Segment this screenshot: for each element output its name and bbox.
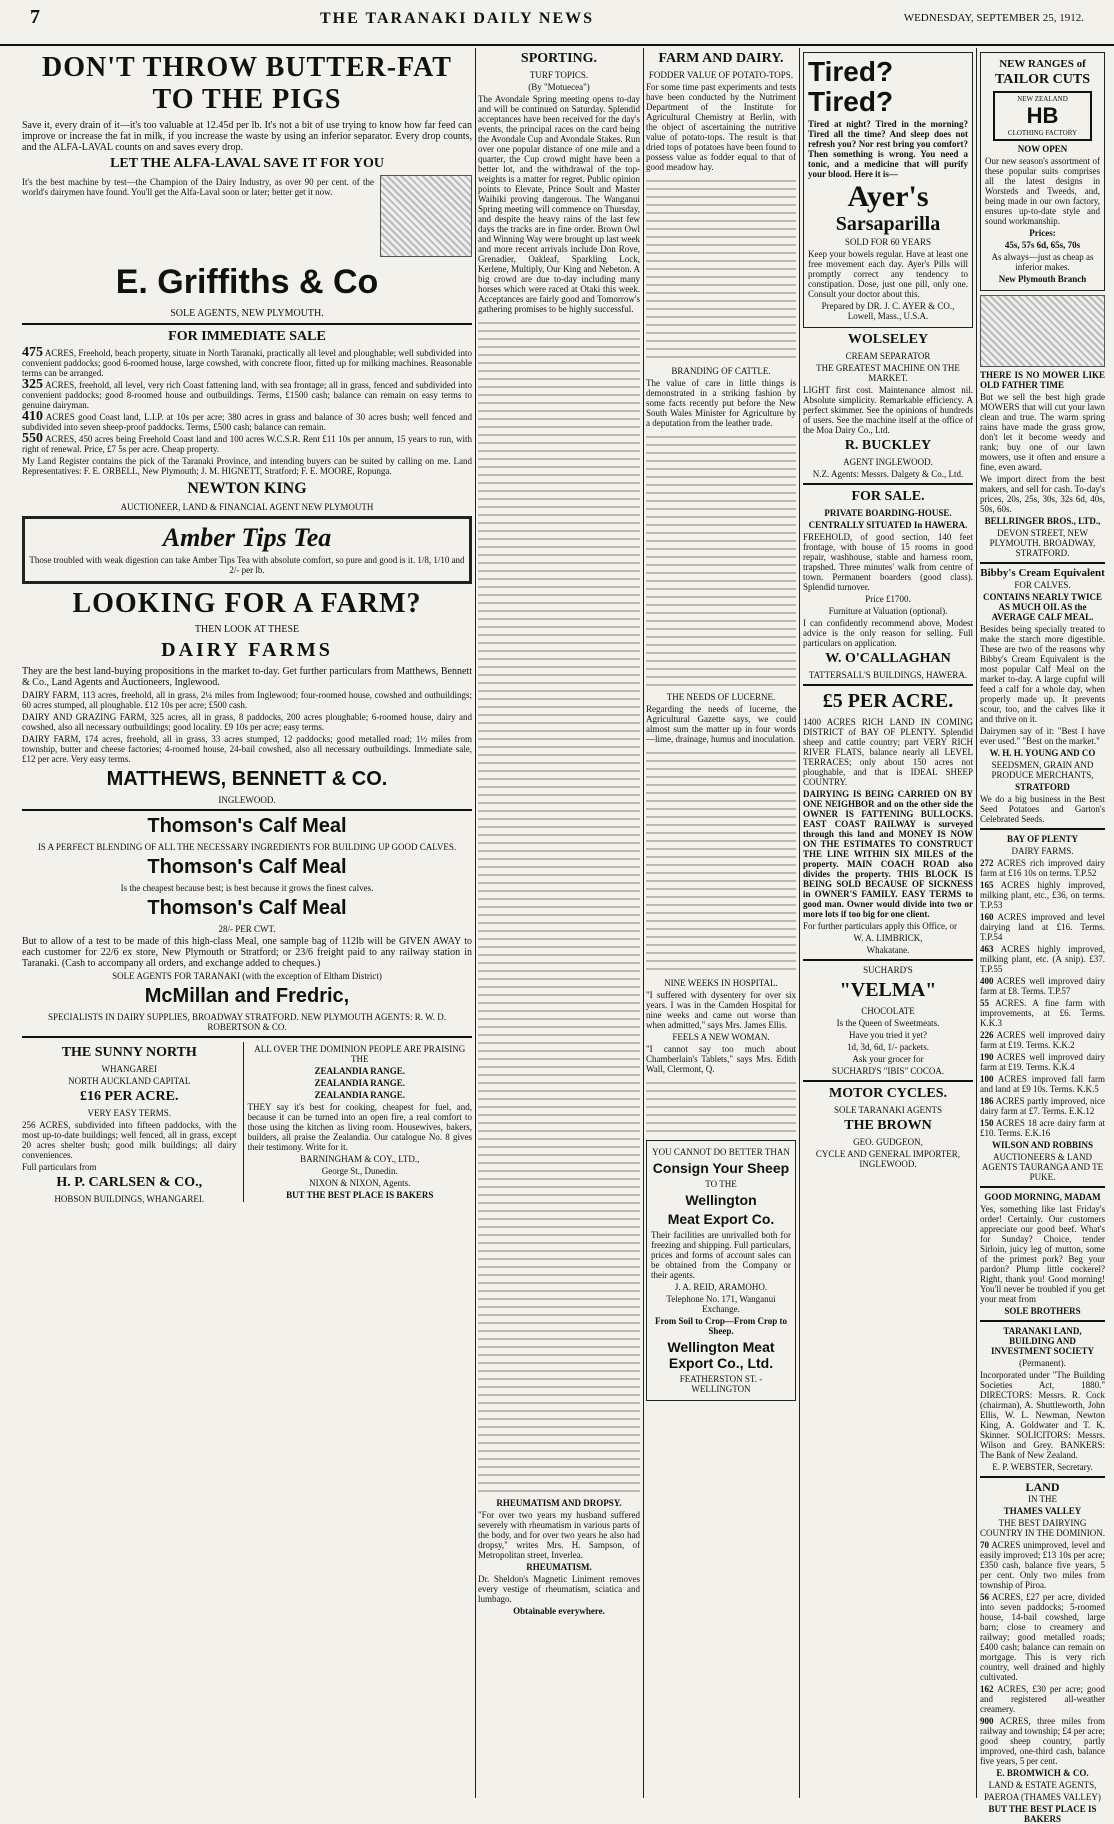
plenty-agent: W. A. LIMBRICK, xyxy=(853,933,923,943)
ayer-body: Tired at night? Tired in the morning? Tired all the time? And sleep does not refresh you? Nor rest bring you comfort? Then something is wrong. You need a tonic, and a medicine that will purify your blood. Here it is— xyxy=(808,119,968,179)
board-agent: W. O'CALLAGHAN xyxy=(825,651,951,666)
velma-sub: CHOCOLATE xyxy=(861,1006,915,1016)
sunny-terms: VERY EASY TERMS. xyxy=(87,1108,171,1118)
article-continued xyxy=(646,430,796,690)
bibby-title: Bibby's Cream Equivalent xyxy=(980,567,1105,579)
section-heading: FARM AND DAIRY. xyxy=(658,51,784,66)
sunny-firm: H. P. CARLSEN & CO., xyxy=(56,1175,203,1190)
ayers-ad xyxy=(803,52,973,328)
zealandia-addr: George St., Dunedin. xyxy=(321,1166,398,1176)
tailor-body2: As always—just as cheap as inferior makes. xyxy=(991,252,1094,272)
wolseley-name: WOLSELEY xyxy=(847,332,929,347)
ad-body: Save it, every drain of it—it's too valuable at 12.45d per lb. It's not a bit of use trying to know how far feed can improve or increase the fat in milk, if you increase the waste by using an inferior separator. Every drop counts, and the ALFA-LAVAL counts on and saves every drop. xyxy=(22,120,472,153)
article-tail: Obtainable everywhere. xyxy=(513,1606,605,1616)
ad-addr: FEATHERSTON ST. - WELLINGTON xyxy=(679,1374,763,1394)
zealandia-range: ZEALANDIA RANGE. xyxy=(314,1090,406,1100)
column-1 xyxy=(22,48,472,1798)
velma-price: 1d, 3d, 6d, 1/- packets. xyxy=(847,1042,929,1052)
agent-sub: AUCTIONEER, LAND & FINANCIAL AGENT NEW PLYMOUTH xyxy=(120,502,374,512)
sunny-sub: WHANGAREI xyxy=(101,1064,157,1074)
sale-footer: My Land Register contains the pick of the Taranaki Province, and intending buyers can be suited by calling on me. Land Representatives: F. E. ORBELL, New Plymouth; J. M. HIGNETT, Stratford; F. E. MOORE, Ropunga. xyxy=(22,456,472,476)
mower-body: But we sell the best high grade MOWERS that will cut your lawn clean and true. The warm spring rains have made the grass grow, don't let it become weedy and rank; buy one of our lawn mowers, use it often and ensure a fine, even award. xyxy=(980,392,1105,472)
wolseley-agent-sub: AGENT INGLEWOOD. xyxy=(843,457,933,467)
bop-item: 100 ACRES improved fall farm and land at £9 10s. Terms. K.K.5 xyxy=(980,1074,1105,1094)
building-society-ad xyxy=(980,1326,1105,1472)
tailor-now: NOW OPEN xyxy=(1017,144,1068,154)
society-body: Incorporated under "The Building Societies Act, 1880." DIRECTORS: Messrs. R. Cock (chairman), A. Shuttleworth, John Ellis, W. L. Newman, Newton King, A. Goldwater and T. K. Skinner. SOLICITORS: Messrs. Wilson and Grey. BANKERS: The Bank of New Zealand. xyxy=(980,1370,1105,1460)
firm-agents: SOLE AGENTS, NEW PLYMOUTH. xyxy=(170,308,324,319)
section-sub: BRANDING OF CATTLE. xyxy=(671,366,771,376)
article-body: Dr. Sheldon's Magnetic Liniment removes every vestige of rheumatism, sciatica and lumbago. xyxy=(478,1574,640,1604)
ayer-name: Ayer's xyxy=(847,180,929,213)
velma-ad xyxy=(803,965,973,1076)
thames-head: LAND xyxy=(1025,1480,1060,1494)
board-body: FREEHOLD, of good section, 140 feet frontage, with house of 15 rooms in good repair, washhouse, stable and harness room, trapshed. Three minutes' walk from centre of town. Permanent boarders (good class). Splendid turnover. xyxy=(803,532,973,592)
article-continued xyxy=(646,1076,796,1136)
column-rule xyxy=(475,48,476,1798)
boarding-house-ad xyxy=(803,489,973,680)
sale-item: 550 ACRES, 450 acres being Freehold Coast land and 100 acres W.C.S.R. Rent £11 10s per annum, 15 years to run, with right of renewal. Price, £7 5s per acre. Cheap property. xyxy=(22,431,472,454)
farm-intro: They are the best land-buying propositions in the market to-day. Get further particulars from Matthews, Bennett & Co., Land Agents and Auctioneers, Inglewood. xyxy=(22,666,472,688)
mower-addr: DEVON STREET, NEW PLYMOUTH. BROADWAY, STRATFORD. xyxy=(989,528,1096,558)
bay-plenty-land-ad xyxy=(803,690,973,955)
bop-item: 150 ACRES 18 acre dairy farm at £10. Terms. E.K.16 xyxy=(980,1118,1105,1138)
wolseley-ad xyxy=(803,332,973,479)
board-rec: I can confidently recommend above, Modest advice is the only reason for selling. Full particulars on application. xyxy=(803,618,973,648)
morning-head: GOOD MORNING, MADAM xyxy=(984,1192,1101,1202)
sunny-sub: NORTH AUCKLAND CAPITAL xyxy=(68,1076,191,1086)
farm-ad xyxy=(22,588,472,805)
ayer-body: Keep your bowels regular. Have at least one free movement each day. Ayer's Pills will promptly correct any tendency to constipation. Dose, just one pill, only one. Consult your doctor about this. xyxy=(808,249,968,299)
mower-head: THERE IS NO MOWER LIKE OLD FATHER TIME xyxy=(980,370,1105,390)
thomson-sub: IS A PERFECT BLENDING OF ALL THE NECESSARY INGREDIENTS FOR BUILDING UP GOOD CALVES. xyxy=(37,842,457,852)
bibby-tag: CONTAINS NEARLY TWICE AS MUCH OIL AS the AVERAGE CALF MEAL. xyxy=(982,592,1103,622)
wolseley-sub: CREAM SEPARATOR xyxy=(845,351,931,361)
farm-place: INGLEWOOD. xyxy=(218,795,276,805)
firm-name: E. Griffiths & Co xyxy=(115,263,379,301)
bop-item: 160 ACRES improved and level dairying land at £16. Terms. T.P.54 xyxy=(980,912,1105,942)
newton-king-ad xyxy=(22,329,472,512)
motor-heading: MOTOR CYCLES. xyxy=(829,1086,947,1101)
plenty-more: For further particulars apply this Office, or xyxy=(803,921,958,931)
tailor-branch: New Plymouth Branch xyxy=(998,274,1087,284)
thames-tail: BUT THE BEST PLACE IS BAKERS xyxy=(988,1804,1097,1824)
section-sub: RHEUMATISM. xyxy=(526,1562,592,1572)
ayer-tired: Tired? xyxy=(808,56,894,87)
article-body: The Avondale Spring meeting opens to-day and will be continued on Saturday. Splendid acceptances have been received for the day's events, the principal races on the card being the Avondale Cup and Avondale Stakes. Run over one popular distance of one mile and a quarter, the Cup crowd might have been a better lot, and the withdrawal of the top-weights is a matter for regret. Public opinion points to Elevate, Prince Soult and Master Waihiki proving dangerous. The Wanganui Spring meeting will commence on Thursday, and despite the heavy rains of the last few days the tracks are in fine order. Brown Owl and Winning Way were brought up last week and more recent arrivals include Don Rove, Grenadier, Oakleaf, Sparkling Lock, Kerlene, Multiply, Our King and Nebeton. A big crowd are due to-day including many horses which were raced at Otaki this week. Acceptances are fairly good and Tomorrow's gathering promises to be highly successful. xyxy=(478,94,640,314)
zealandia-range: ZEALANDIA RANGE. xyxy=(314,1066,406,1076)
ayer-sold: SOLD FOR 60 YEARS xyxy=(845,237,931,247)
article-body: Regarding the needs of lucerne, the Agricultural Gazette says, we could almost sum the matter up in four words—lime, drainage, humus and inoculation. xyxy=(646,704,796,744)
ad-title: Consign Your Sheep xyxy=(652,1160,790,1176)
thames-item: 70 ACRES unimproved, level and easily improved; £13 10s per acre; £350 cash, balance five years, 5 per cent. Only two miles from township of Piroa. xyxy=(980,1540,1105,1590)
motor-agent-sub: CYCLE AND GENERAL IMPORTER, INGLEWOOD. xyxy=(815,1149,961,1169)
motor-brand: THE BROWN xyxy=(844,1118,932,1133)
ad-sub: TO THE xyxy=(705,1179,737,1189)
ayer-tired: Tired? xyxy=(808,86,894,117)
amber-logo: Amber Tips Tea xyxy=(162,523,332,552)
column-rule xyxy=(799,48,800,1798)
sale-item: 410 ACRES good Coast land, L.I.P. at 10s per acre; 380 acres in grass and balance of 30 acres bush; well fenced and subdivided into seven sheep-proof paddocks. Terms, £500 cash; balance can remain. xyxy=(22,409,472,432)
sunny-body: 256 ACRES, subdivided into fifteen paddocks, with the most up-to-date buildings; well fenced, all in grass, except 20 acres shelter bush; good milk buildings; all dairy conveniences. xyxy=(22,1120,237,1160)
mower-ad xyxy=(980,295,1105,558)
section-sub: RHEUMATISM AND DROPSY. xyxy=(496,1498,622,1508)
thomson-title: Thomson's Calf Meal xyxy=(147,856,347,878)
section-sub: THE NEEDS OF LUCERNE. xyxy=(666,692,776,702)
ad-slogan: LET THE ALFA-LAVAL SAVE IT FOR YOU xyxy=(110,156,384,171)
tailor-prices-label: Prices: xyxy=(1029,228,1056,238)
thomson-agents: SOLE AGENTS FOR TARANAKI (with the exception of Eltham District) xyxy=(112,971,382,981)
thomson-firm: McMillan and Fredric, xyxy=(144,985,350,1007)
article-body: For some time past experiments and tests have been conducted by the Nutriment Department of the Institute for Agricultural Chemistry at Berlin, with the object of ascertaining the nutritive value of potato-tops. The result is that dried tops of potatoes have been found to possess value as fodder equal to that of good meadow hay. xyxy=(646,82,796,172)
farm-title: DAIRY FARMS xyxy=(161,639,333,661)
farm-sub: THEN LOOK AT THESE xyxy=(194,624,300,635)
zealandia-ad xyxy=(243,1042,472,1202)
society-secretary: E. P. WEBSTER, Secretary. xyxy=(992,1462,1093,1472)
ad-firm: Wellington Meat Export Co., Ltd. xyxy=(667,1339,775,1371)
section-sub: FEELS A NEW WOMAN. xyxy=(672,1032,770,1042)
wolseley-nz: N.Z. Agents: Messrs. Dalgety & Co., Ltd. xyxy=(812,469,964,479)
bibby-body: Besides being specially treated to make the starch more digestible. These are two of the reasons why Bibby's Cream Equivalent is the most popular Calf Meal on the market to-day. A large cupful will feed a calf for a whole day, when properly made up. It prevents scour, too, and the calves like it and thrive on it. xyxy=(980,624,1105,724)
section-sub: NINE WEEKS IN HOSPITAL. xyxy=(664,978,778,988)
board-heading: FOR SALE. xyxy=(851,489,925,504)
bop-item: 272 ACRES rich improved dairy farm at £16 10s on terms. T.P.52 xyxy=(980,858,1105,878)
wolseley-body: LIGHT first cost. Maintenance almost nil. Absolute simplicity. Remarkable efficiency. A perfect skimmer. See the opinions of hundreds of users. See the machine itself at the office of the Moa Dairy Co., Ltd. xyxy=(803,385,973,435)
agent-name: NEWTON KING xyxy=(187,480,307,497)
velma-firm: SUCHARD'S xyxy=(863,965,913,975)
society-head: TARANAKI LAND, BUILDING AND INVESTMENT SOCIETY xyxy=(990,1326,1095,1356)
velma-ask: Ask your grocer for xyxy=(852,1054,924,1064)
page-number: 7 xyxy=(30,6,40,28)
bop-item: 463 ACRES highly improved, milking plant, etc. (A snip). £37. T.P.55 xyxy=(980,944,1105,974)
sale-item: 475 ACRES, Freehold, beach property, situate in North Taranaki, practically all level and ploughable; well subdivided into convenient paddocks; good 6-roomed house, large cowshed, with concrete floor, fitted up for milking machines. Reasonable terms can be arranged. xyxy=(22,345,472,378)
velma-cocoa: SUCHARD'S "IBIS" COCOA. xyxy=(831,1066,945,1076)
bop-title: BAY OF PLENTY xyxy=(1006,834,1078,844)
velma-tag: Is the Queen of Sweetmeats. xyxy=(836,1018,940,1028)
board-agent-sub: TATTERSALL'S BUILDINGS, HAWERA. xyxy=(808,670,968,680)
article-body: The value of care in little things is demonstrated in a striking fashion by some facts recently put before the New South Wales Minister for Agriculture by a deputation from the leather trade. xyxy=(646,378,796,428)
farm-item: DAIRY AND GRAZING FARM, 325 acres, all in grass, 8 paddocks, 200 acres ploughable; 6-roomed house, dairy and cowshed, also all necessary outbuildings; good locality. £9 10s per acre; easy terms. xyxy=(22,712,472,732)
board-sub: PRIVATE BOARDING-HOUSE. xyxy=(824,508,952,518)
bop-farms-ad xyxy=(980,834,1105,1182)
article-body: "For over two years my husband suffered severely with rheumatism in various parts of the body, and for over two years he also had dropsy," writes Mrs. H. Sampson, of Metropolitan street, Inverlea. xyxy=(478,1510,640,1560)
sunny-place: HOBSON BUILDINGS, WHANGAREI. xyxy=(54,1194,205,1204)
sunny-price: £16 PER ACRE. xyxy=(80,1089,179,1104)
plenty-place: Whakatane. xyxy=(866,945,910,955)
thomson-body: But to allow of a test to be made of this high-class Meal, one sample bag of 112lb will be GIVEN AWAY to each customer for 22/6 ex store, New Plymouth or Stratford; or 23/6 freight paid to any railway station in Taranaki. (Cash to accompany all orders, and exchange added to cheques.) xyxy=(22,936,472,969)
morning-body: Yes, something like last Friday's order! Certainly. Our customers appreciate our good beef. What's for Sunday? Choice, tender Sirloin, juicy leg of mutton, some of the primest pork? Beg your pardon? Plump little cockerel? Right, thank you! Good morning! You'll never be troubled if you get your meat from xyxy=(980,1204,1105,1304)
wolseley-tag: THE GREATEST MACHINE ON THE MARKET. xyxy=(816,363,960,383)
section-heading: SPORTING. xyxy=(520,51,598,66)
ad-tel: Telephone No. 171, Wanganui Exchange. xyxy=(666,1294,776,1314)
motor-cycles-ad xyxy=(803,1086,973,1169)
motor-agent: GEO. GUDGEON, xyxy=(853,1137,923,1147)
article-body: "I cannot say too much about Chamberlain's Tablets," says Mrs. Edith Wall, Clermont, Q. xyxy=(646,1044,796,1074)
thames-item: 162 ACRES, £30 per acre; good and registered all-weather creamery. xyxy=(980,1684,1105,1714)
bibby-firm: W. H. H. YOUNG AND CO xyxy=(989,748,1096,758)
ad-blurb: It's the best machine by test—the Champion of the Dairy Industry, as over 90 per cent. of the world's dairymen have found. You'll get the Alfa-Laval soon or later; better get it now. xyxy=(22,177,374,197)
thames-valley-ad xyxy=(980,1482,1105,1824)
thames-firm-sub: LAND & ESTATE AGENTS, xyxy=(988,1780,1097,1790)
bibby-sub: FOR CALVES. xyxy=(1014,580,1071,590)
thomson-title: Thomson's Calf Meal xyxy=(147,815,347,837)
board-furniture: Furniture at Valuation (optional). xyxy=(828,606,948,616)
bop-item: 190 ACRES well improved dairy farm at £19. Terms. K.K.4 xyxy=(980,1052,1105,1072)
amber-tips-ad xyxy=(22,516,472,584)
bop-item: 165 ACRES highly improved, milking plant, etc., £36, on terms. T.P.53 xyxy=(980,880,1105,910)
mower-firm: BELLRINGER BROS., LTD., xyxy=(984,516,1101,526)
column-5 xyxy=(980,48,1105,1824)
ayer-name: Sarsaparilla xyxy=(835,213,941,235)
farm-headline: LOOKING FOR A FARM? xyxy=(72,588,422,619)
zealandia-tail: BUT THE BEST PLACE IS BAKERS xyxy=(286,1190,434,1200)
thomson-title: Thomson's Calf Meal xyxy=(147,897,347,919)
article-continued xyxy=(646,174,796,364)
issue-date: WEDNESDAY, SEPTEMBER 25, 1912. xyxy=(903,12,1084,24)
wolseley-agent: R. BUCKLEY xyxy=(844,438,932,453)
ad-crop: From Soil to Crop—From Crop to Sheep. xyxy=(654,1316,788,1336)
newspaper-title: THE TARANAKI DAILY NEWS xyxy=(320,10,595,27)
sunny-title: THE SUNNY NORTH xyxy=(61,1045,197,1060)
tailor-body: Our new season's assortment of these popular suits comprises all the latest designs in Worsteds and Tweeds, and, being made in our own factory, ensures up-to-date style and sound workmanship. xyxy=(985,156,1100,226)
separator-illustration-icon xyxy=(380,175,472,257)
mower-body: We import direct from the best makers, and sell for cash. To-day's prices, 20s, 25s, 30s, 32s 6d, 40s, 50s, 60s. xyxy=(980,474,1105,514)
zealandia-firm: BARNINGHAM & COY., LTD., xyxy=(300,1154,420,1164)
section-sub: TURF TOPICS. xyxy=(529,70,589,80)
sale-item: 325 ACRES, freehold, all level, very rich Coast fattening land, with sea frontage; all in grass, fenced and subdivided into convenient paddocks; good 8-roomed house and outbuildings. Terms, £1500 cash; balance can remain on easy terms to genuine dairyman. xyxy=(22,377,473,410)
mower-illustration-icon xyxy=(980,295,1105,367)
ad-firm: Wellington xyxy=(685,1192,757,1208)
bibby-tail: We do a big business in the Best Seed Potatoes and Garton's Celebrated Seeds. xyxy=(980,794,1105,824)
tailor-prices: 45s, 57s 6d, 65s, 70s xyxy=(1004,240,1081,250)
zealandia-head: ALL OVER THE DOMINION PEOPLE ARE PRAISING THE xyxy=(254,1044,466,1064)
sunny-agent: Full particulars from xyxy=(22,1162,97,1172)
morning-firm: SOLE BROTHERS xyxy=(1004,1306,1081,1316)
plenty-price: £5 PER ACRE. xyxy=(822,690,954,712)
thames-firm: E. BROMWICH & CO. xyxy=(996,1768,1089,1778)
ayer-prep: Prepared by DR. J. C. AYER & CO., Lowell, Mass., U.S.A. xyxy=(821,301,955,321)
bop-firm-sub: AUCTIONEERS & LAND AGENTS TAURANGA AND TE PUKE. xyxy=(981,1152,1104,1182)
thames-title: THAMES VALLEY xyxy=(1003,1506,1082,1516)
velma-q: Have you tried it yet? xyxy=(849,1030,927,1040)
thames-item: 900 ACRES, three miles from railway and township; £4 per acre; good sheep country, partly improved, one-third cash, balance five years, 5 per cent. xyxy=(980,1716,1105,1766)
bop-item: 55 ACRES. A fine farm with improvements, at £6. Terms. K.K.3 xyxy=(980,998,1105,1028)
amber-body: Those troubled with weak digestion can take Amber Tips Tea with absolute comfort, so pure and good is it. 1/8, 1/10 and 2/- per lb. xyxy=(29,555,465,575)
column-rule xyxy=(643,48,644,1798)
ad-firm: Meat Export Co. xyxy=(667,1211,775,1227)
article-continued xyxy=(646,746,796,976)
griffiths-ad xyxy=(22,52,472,319)
sale-heading: FOR IMMEDIATE SALE xyxy=(168,329,326,344)
sunny-north-ad xyxy=(22,1042,237,1206)
zealandia-range: ZEALANDIA RANGE. xyxy=(314,1078,406,1088)
bop-firm: WILSON AND ROBBINS xyxy=(991,1140,1094,1150)
thames-tag: THE BEST DAIRYING COUNTRY IN THE DOMINION. xyxy=(980,1518,1105,1538)
thames-item: 56 ACRES, £27 per acre, divided into seven paddocks; 5-roomed house, 14-bail cowshed, large barn; close to creamery and railway; good metalled roads; £400 cash; balance can remain on mortgage. This is very rich country, well drained and highly cultivated. xyxy=(980,1592,1105,1682)
bibby-ad xyxy=(980,568,1105,824)
thomson-price: 28/- PER CWT. xyxy=(218,924,276,934)
wellington-meat-ad xyxy=(646,1140,796,1401)
column-rule xyxy=(976,48,977,1798)
column-2 xyxy=(478,48,640,1798)
hb-logo: NEW ZEALAND HB CLOTHING FACTORY xyxy=(993,91,1092,141)
tailor-title: TAILOR CUTS xyxy=(994,72,1091,87)
bop-item: 400 ACRES well improved dairy farm at £8. Terms. T.P.57 xyxy=(980,976,1105,996)
byline: (By "Motuecea") xyxy=(528,82,590,92)
tailor-head: NEW RANGES of xyxy=(999,58,1086,70)
ad-body: Their facilities are unrivalled both for freezing and shipping. Full particulars, prices and forms of account sales can be obtained from the Company or their agents. xyxy=(651,1230,791,1280)
zealandia-body: THEY say it's best for cooking, cheapest for fuel, and, because it can be turned into an open fire, a real comfort to those using the kitchen as living room. Housewives, bakers, builders, all praise the Zealandia. Our catalogue No. 8 gives their testimony. Write for it. xyxy=(247,1102,472,1152)
zealandia-agent: NIXON & NIXON, Agents. xyxy=(309,1178,411,1188)
board-sub: CENTRALLY SITUATED In HAWERA. xyxy=(808,520,968,530)
article-continued xyxy=(478,316,640,1496)
bop-item: 186 ACRES partly improved, nice dairy farm at £7. Terms. E.K.12 xyxy=(980,1096,1105,1116)
board-price: Price £1700. xyxy=(865,594,911,604)
bop-item: 226 ACRES well improved dairy farm at £19. Terms. K.K.2 xyxy=(980,1030,1105,1050)
article-body: "I suffered with dysentery for over six years. I was in the Camden Hospital for nine weeks and came out worse than when admitted," says Mrs. James Ellis. xyxy=(646,990,796,1030)
farm-item: DAIRY FARM, 113 acres, freehold, all in grass, 2¼ miles from Inglewood; four-roomed house, cowshed and outbuildings; 60 acres stumped, all ploughable. £12 10s per acre; £500 cash. xyxy=(22,690,472,710)
masthead xyxy=(0,0,1114,46)
thomson-sub: Is the cheapest because best; is best because it grows the finest calves. xyxy=(120,883,374,893)
bop-sub: DAIRY FARMS. xyxy=(1011,846,1074,856)
plenty-body: DAIRYING IS BEING CARRIED ON BY ONE NEIGHBOR and on the other side the OWNER IS FATTENING BULLOCKS. EAST COAST RAILWAY is surveyed through this land and MONEY IS NOW ON THE ESTIMATES TO CONSTRUCT THE LINE WITHIN SIX MILES of the property. MAIN COACH ROAD also divides the property. THIS BLOCK IS BEING SOLD BECAUSE OF SICKNESS in OWNER'S FAMILY. EASY TERMS to good man. Owner would divide into two or more lots if too big for one client. xyxy=(803,789,973,919)
thames-sub: IN THE xyxy=(1027,1494,1058,1504)
thames-place: PAEROA (THAMES VALLEY) xyxy=(984,1792,1101,1802)
bibby-quote: Dairymen say of it: "Best I have ever used." "Best on the market." xyxy=(980,726,1105,746)
farm-firm: MATTHEWS, BENNETT & CO. xyxy=(106,768,388,790)
column-4 xyxy=(803,48,973,1798)
good-morning-ad xyxy=(980,1192,1105,1316)
section-sub: FODDER VALUE OF POTATO-TOPS. xyxy=(648,70,794,80)
bibby-firm-sub: SEEDSMEN, GRAIN AND PRODUCE MERCHANTS, xyxy=(991,760,1094,780)
ad-head: YOU CANNOT DO BETTER THAN xyxy=(652,1147,790,1157)
ad-headline: DON'T THROW BUTTER-FAT TO THE PIGS xyxy=(42,52,452,115)
farm-item: DAIRY FARM, 174 acres, freehold, all in grass, 33 acres stumped, 12 paddocks; good metalled road; 1½ miles from township, butter and cheese factories; 4-roomed house, 24-bail cowshed, also all necessary outbuildings. Immediate sale, £12 per acre. Very easy terms. xyxy=(22,734,472,764)
society-sub: (Permanent). xyxy=(1019,1358,1066,1368)
bibby-place: STRATFORD xyxy=(1015,782,1070,792)
column-3 xyxy=(646,48,796,1798)
thomson-ad xyxy=(22,815,472,1032)
plenty-body: 1400 ACRES RICH LAND IN COMING DISTRICT of BAY OF PLENTY. Splendid sheep and cattle country; part VERY RICH RIVER FLATS, balance nearly all LEVEL TERRACES; only about 150 acres not ploughable, and that is IDEAL SHEEP COUNTRY. xyxy=(803,717,973,787)
ad-agent: J. A. REID, ARAMOHO. xyxy=(674,1282,768,1292)
thomson-firm-sub: SPECIALISTS IN DAIRY SUPPLIES, BROADWAY STRATFORD. NEW PLYMOUTH AGENTS: R. W. D. ROBERTSON & CO. xyxy=(48,1012,446,1032)
motor-sub: SOLE TARANAKI AGENTS xyxy=(833,1105,943,1115)
tailor-ad xyxy=(980,52,1105,291)
velma-name: "VELMA" xyxy=(839,979,937,1001)
